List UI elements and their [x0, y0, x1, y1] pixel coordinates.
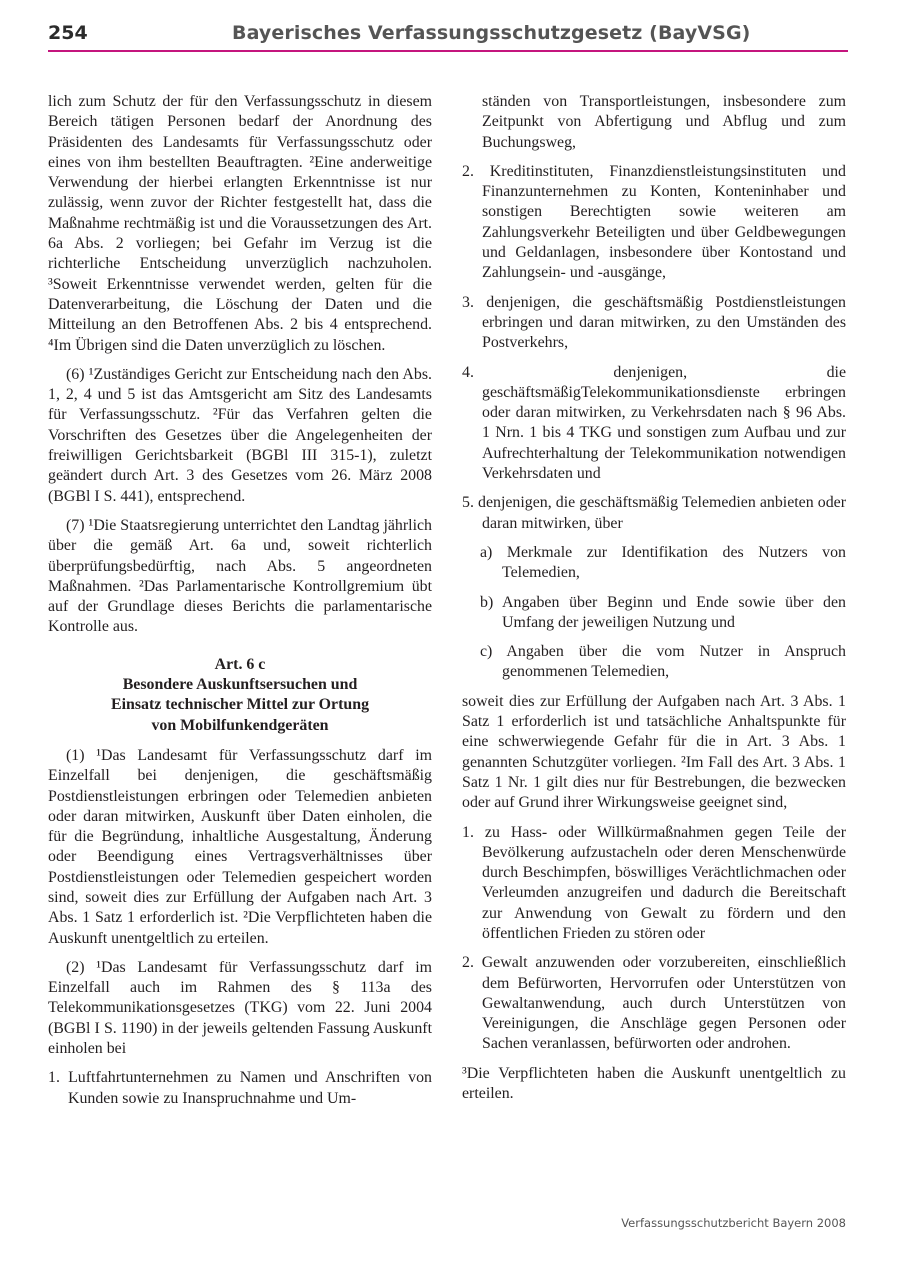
list-item: 4. denjenigen, die geschäftsmäßigTelekommunikationsdienste erbringen oder daran mitwirken, zu Verkehrsdaten nach § 96 Abs. 1 Nrn. 1 bis 4 TKG und sonstigen zum Aufbau und zur Aufrechterhaltung der Telekommunikation notwendigen Verkehrsdaten und	[462, 363, 846, 483]
article-heading	[48, 655, 432, 736]
paragraph-final: ³Die Verpflichteten haben die Auskunft unentgeltlich zu erteilen.	[462, 1064, 846, 1103]
list-item: 1. Luftfahrtunternehmen zu Namen und Anschriften von Kunden sowie zu Inanspruchnahme und Um-	[48, 1069, 432, 1107]
page-number: 254	[48, 22, 88, 44]
paragraph-7: (7) ¹Die Staatsregierung unterrichtet den Landtag jährlich über die gemäß Art. 6a und, soweit richterlich überprüfungsbedürftig, nach Abs. 5 angeordneten Maßnahmen. ²Das Parlamentarische Kontrollgremium übt auf der Grundlage dieses Berichts die parlamentarische Kontrolle aus.	[48, 516, 432, 636]
list-item-continued: ständen von Transportleistungen, insbesondere zum Zeitpunkt von Abfertigung und Abflug und zum Buchungsweg,	[482, 93, 846, 151]
list-item: 1. zu Hass- oder Willkürmaßnahmen gegen Teile der Bevölkerung aufzustacheln oder deren Menschenwürde durch Beschimpfen, böswilliges Verächtlichmachen oder Verleumden anzugreifen und dadurch die Bereitschaft zur Anwendung von Gewalt zu fördern und den öffentlichen Frieden zu stören oder	[462, 823, 846, 942]
article-paragraph-2: (2) ¹Das Landesamt für Verfassungsschutz darf im Einzelfall auch im Rahmen des § 113a des Telekommunikationsgesetzes (TKG) vom 22. Juni 2004 (BGBl I S. 1190) in der jeweils geltenden Fassung Auskunft einholen bei	[48, 958, 432, 1058]
article-paragraph-1: (1) ¹Das Landesamt für Verfassungsschutz darf im Einzelfall bei denjenigen, die geschäftsmäßig Postdienstleistungen erbringen oder Telemedien anbieten oder daran mitwirken, Auskunft über Daten einholen, die für die Begründung, inhaltliche Ausgestaltung, Änderung oder Beendigung eines Vertragsverhältnisses über Postdienstleistungen oder Telemedien gespeichert worden sind, soweit dies zur Erfüllung der Aufgaben nach Art. 3 Abs. 1 Satz 1 erforderlich ist. ²Die Verpflichteten haben die Auskunft unentgeltlich zu erteilen.	[48, 746, 432, 947]
page-footer: Verfassungsschutzbericht Bayern 2008	[621, 1216, 846, 1230]
left-column	[48, 92, 432, 1109]
sub-list-item: b) Angaben über Beginn und Ende sowie über den Umfang der jeweiligen Nutzung und	[480, 593, 846, 631]
list-item: 2. Kreditinstituten, Finanzdienstleistungsinstituten und Finanzunternehmen zu Konten, Konteninhaber und sonstigen Berechtigten sowie weiteren am Zahlungsverkehr Beteiligten und über Geldbewegungen und Geldanlagen, insbesondere über Kontostand und Zahlungsein- und -ausgänge,	[462, 162, 846, 282]
list-item: 2. Gewalt anzuwenden oder vorzubereiten, einschließlich dem Befürworten, Hervorrufen oder Unterstützen von Gewaltanwendung, auch durch Unterstützen von Vereinigungen, die Anschläge gegen Personen oder Sachen veranlassen, befürworten oder androhen.	[462, 954, 846, 1053]
list-item: 3. denjenigen, die geschäftsmäßig Postdienstleistungen erbringen und daran mitwirken, zu den Umständen des Postverkehrs,	[462, 293, 846, 352]
article-title-line: Besondere Auskunftsersuchen und	[122, 676, 358, 694]
article-title-line: Einsatz technischer Mittel zur Ortung	[110, 696, 370, 714]
sub-list-item: a) Merkmale zur Identifikation des Nutzers von Telemedien,	[480, 543, 846, 582]
article-title-line: von Mobilfunkendgeräten	[151, 716, 329, 734]
paragraph-soweit: soweit dies zur Erfüllung der Aufgaben nach Art. 3 Abs. 1 Satz 1 erforderlich ist und tatsächliche Anhaltspunkte für eine schwerwiegende Gefahr für die in Art. 3 Abs. 1 genannten Schutzgüter vorliegen. ²Im Fall des Art. 3 Abs. 1 Satz 1 Nr. 1 gilt dies nur für Bestrebungen, die bezwecken oder auf Grund ihrer Wirkungsweise geeignet sind,	[462, 692, 846, 812]
running-header-title: Bayerisches Verfassungsschutzgesetz (BayVSG)	[232, 22, 751, 44]
sub-list-item: c) Angaben über die vom Nutzer in Anspruch genommenen Telemedien,	[480, 643, 846, 681]
header-rule	[48, 50, 848, 52]
paragraph-6: (6) ¹Zuständiges Gericht zur Entscheidung nach den Abs. 1, 2, 4 und 5 ist das Amtsgericht am Sitz des Landesamts für Verfassungsschutz. ²Für das Verfahren gelten die Vorschriften des Gesetzes über die Angelegenheiten der freiwilligen Gerichtsbarkeit (BGBl III 315-1), zuletzt geändert durch Art. 3 des Gesetzes vom 26. März 2008 (BGBl I S. 441), entsprechend.	[48, 365, 432, 505]
list-item: 5. denjenigen, die geschäftsmäßig Telemedien anbieten oder daran mitwirken, über	[462, 494, 846, 532]
right-column	[462, 92, 846, 1104]
paragraph-continued: lich zum Schutz der für den Verfassungsschutz in diesem Bereich tätigen Personen bedarf der Anordnung des Präsidenten des Landesamts für Verfassungsschutz oder eines von ihm bestellten Beauftragten. ²Eine anderweitige Verwendung der hierbei erlangten Erkenntnisse ist nur zulässig, wenn zuvor der Richter festgestellt hat, dass die Maßnahme rechtmäßig ist und die Voraussetzungen des Art. 6a Abs. 2 vorliegen; bei Gefahr im Verzug ist die richterliche Entscheidung unverzüglich nachzuholen. ³Soweit Erkenntnisse verwendet werden, gelten für die Datenverarbeitung, die Löschung der Daten und die Mitteilung an den Betroffenen Abs. 2 bis 4 entsprechend. ⁴Im Übrigen sind die Daten unverzüglich zu löschen.	[48, 93, 432, 354]
article-number: Art. 6 c	[214, 655, 266, 673]
